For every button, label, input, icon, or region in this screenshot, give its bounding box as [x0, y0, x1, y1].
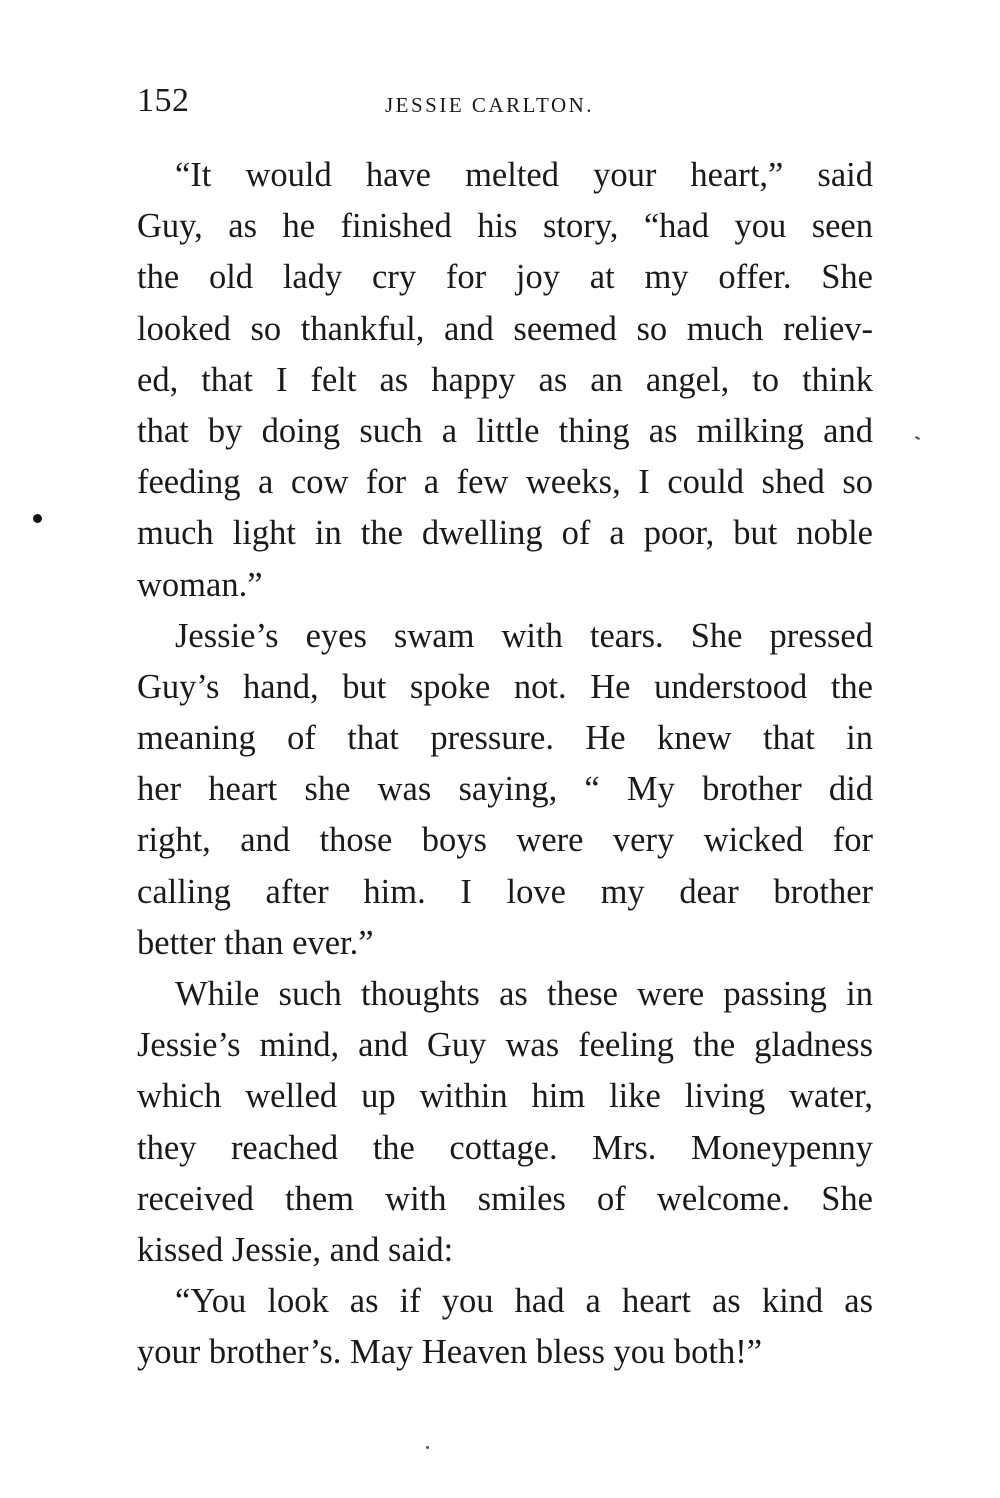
- ink-speck-left: [33, 514, 42, 523]
- text-line: which welled up within him like living water,: [137, 1077, 873, 1116]
- running-title: JESSIE CARLTON.: [385, 93, 595, 117]
- text-line: much light in the dwelling of a poor, but noble: [137, 514, 873, 553]
- text-line: Guy’s hand, but spoke not. He understood the: [137, 667, 873, 706]
- paragraph-1: [137, 150, 873, 611]
- text-line: Guy, as he finished his story, “had you seen: [137, 207, 873, 246]
- text-line: ed, that I felt as happy as an angel, to think: [137, 360, 873, 399]
- page-number: 152: [137, 82, 190, 119]
- paragraph-2: [137, 611, 873, 969]
- text-line: kissed Jessie, and said:: [137, 1230, 454, 1269]
- text-line: “It would have melted your heart,” said: [175, 156, 873, 194]
- text-line: better than ever.”: [137, 923, 374, 962]
- text-line: meaning of that pressure. He knew that in: [137, 719, 873, 758]
- text-line: your brother’s. May Heaven bless you both!”: [137, 1333, 763, 1372]
- text-line: received them with smiles of welcome. She: [137, 1179, 873, 1218]
- paragraph-4: [137, 1276, 873, 1378]
- paragraph-3: [137, 969, 873, 1276]
- text-line: While such thoughts as these were passing in: [175, 975, 873, 1013]
- text-line: feeding a cow for a few weeks, I could shed so: [137, 463, 873, 502]
- body-text: [137, 150, 873, 1379]
- ink-speck-right: [915, 436, 920, 440]
- text-line: Jessie’s eyes swam with tears. She pressed: [175, 616, 873, 655]
- text-line: looked so thankful, and seemed so much reliev-: [137, 309, 873, 348]
- text-line: woman.”: [137, 565, 263, 604]
- text-line: the old lady cry for joy at my offer. She: [137, 258, 873, 297]
- text-line: her heart she was saying, “ My brother did: [137, 770, 873, 809]
- text-line: calling after him. I love my dear brother: [137, 872, 873, 911]
- text-line: right, and those boys were very wicked for: [137, 821, 873, 860]
- running-header: [137, 82, 877, 128]
- text-line: they reached the cottage. Mrs. Moneypenny: [137, 1128, 873, 1167]
- text-line: “You look as if you had a heart as kind as: [175, 1282, 873, 1321]
- ink-speck-bottom: [426, 1446, 429, 1449]
- text-line: Jessie’s mind, and Guy was feeling the gladness: [137, 1026, 873, 1065]
- text-line: that by doing such a little thing as milking and: [137, 411, 873, 450]
